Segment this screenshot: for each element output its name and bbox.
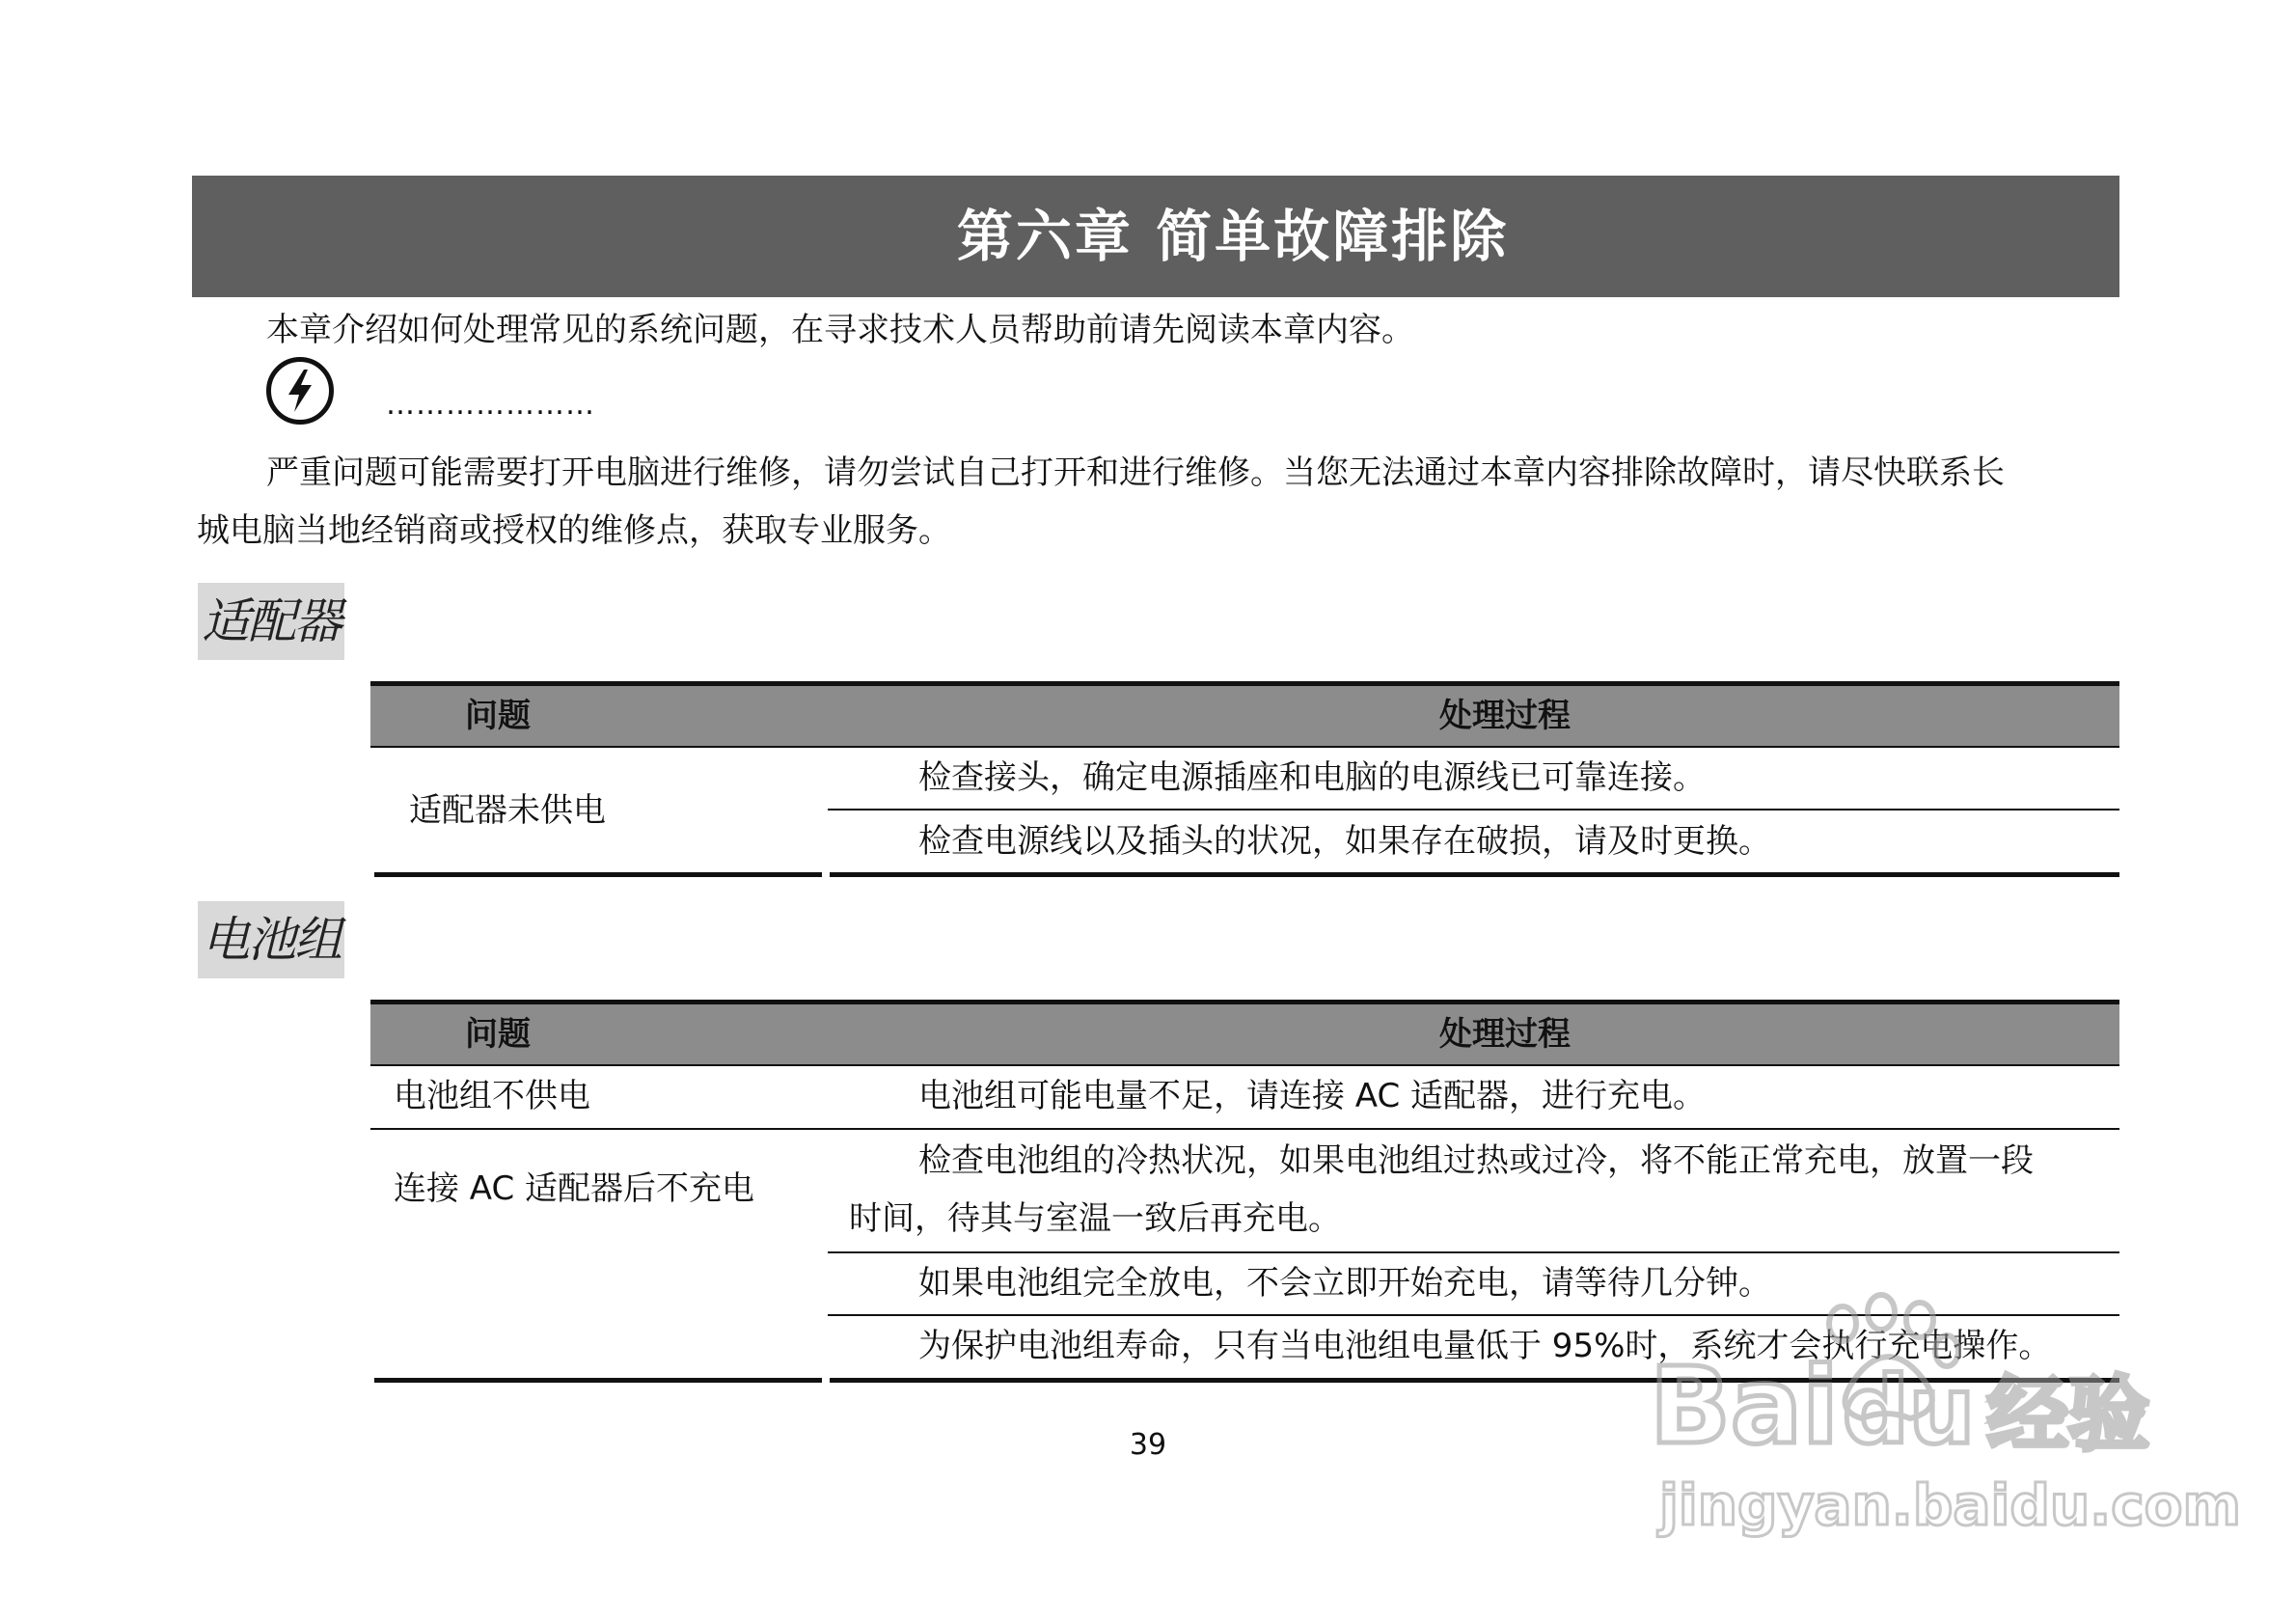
header-problem: 问题	[465, 1015, 531, 1054]
process-step: 为保护电池组寿命，只有当电池组电量低于 95%时，系统才会执行充电操作。	[918, 1327, 2052, 1365]
warning-text-line2: 城电脑当地经销商或授权的维修点，获取专业服务。	[197, 511, 951, 550]
problem-cell: 电池组不供电	[394, 1077, 590, 1115]
svg-text:jingyan.baidu.com: jingyan.baidu.com	[1659, 1472, 2241, 1538]
problem-cell: 连接 AC 适配器后不充电	[394, 1169, 755, 1208]
process-step: 检查接头，确定电源插座和电脑的电源线已可靠连接。	[918, 758, 1706, 797]
baidu-watermark-logo	[1640, 1283, 2241, 1553]
svg-text:经验: 经验	[1987, 1367, 2150, 1462]
warning-dots: …………………	[386, 388, 595, 422]
process-step: 检查电源线以及插头的状况，如果存在破损，请及时更换。	[918, 822, 1771, 861]
table-bottom-rule	[830, 872, 2119, 877]
table-bottom-rule	[374, 1378, 822, 1383]
table-rule	[828, 809, 2119, 810]
section-title-battery: 电池组	[198, 901, 344, 978]
page-number: 39	[1129, 1428, 1167, 1462]
table-header-row	[370, 686, 2119, 746]
svg-text:du: du	[1843, 1357, 1976, 1465]
section-title-adapter: 适配器	[198, 583, 344, 660]
chapter-title: 第六章 简单故障排除	[956, 204, 1510, 269]
table-bottom-rule	[374, 872, 822, 877]
table-rule	[370, 1064, 2119, 1066]
problem-cell: 适配器未供电	[409, 791, 606, 830]
table-rule	[828, 1251, 2119, 1253]
header-process: 处理过程	[1439, 697, 1571, 735]
process-step: 电池组可能电量不足，请连接 AC 适配器，进行充电。	[918, 1077, 1707, 1115]
process-step: 检查电池组的冷热状况，如果电池组过热或过冷，将不能正常充电，放置一段	[918, 1141, 2034, 1180]
process-step: 如果电池组完全放电，不会立即开始充电，请等待几分钟。	[918, 1264, 1771, 1303]
chapter-title-bar	[192, 176, 2119, 297]
warning-lightning-icon	[266, 357, 334, 425]
table-rule	[370, 1128, 2119, 1130]
table-rule	[370, 746, 2119, 748]
header-problem: 问题	[465, 697, 531, 735]
intro-text: 本章介绍如何处理常见的系统问题，在寻求技术人员帮助前请先阅读本章内容。	[266, 311, 1414, 349]
header-process: 处理过程	[1439, 1015, 1571, 1054]
warning-text-line1: 严重问题可能需要打开电脑进行维修，请勿尝试自己打开和进行维修。当您无法通过本章内容排除故障时，请尽快联系长	[266, 453, 2005, 492]
svg-text:Bai: Bai	[1650, 1344, 1839, 1468]
process-step-continued: 时间，待其与室温一致后再充电。	[849, 1199, 1341, 1238]
table-header-row	[370, 1004, 2119, 1064]
